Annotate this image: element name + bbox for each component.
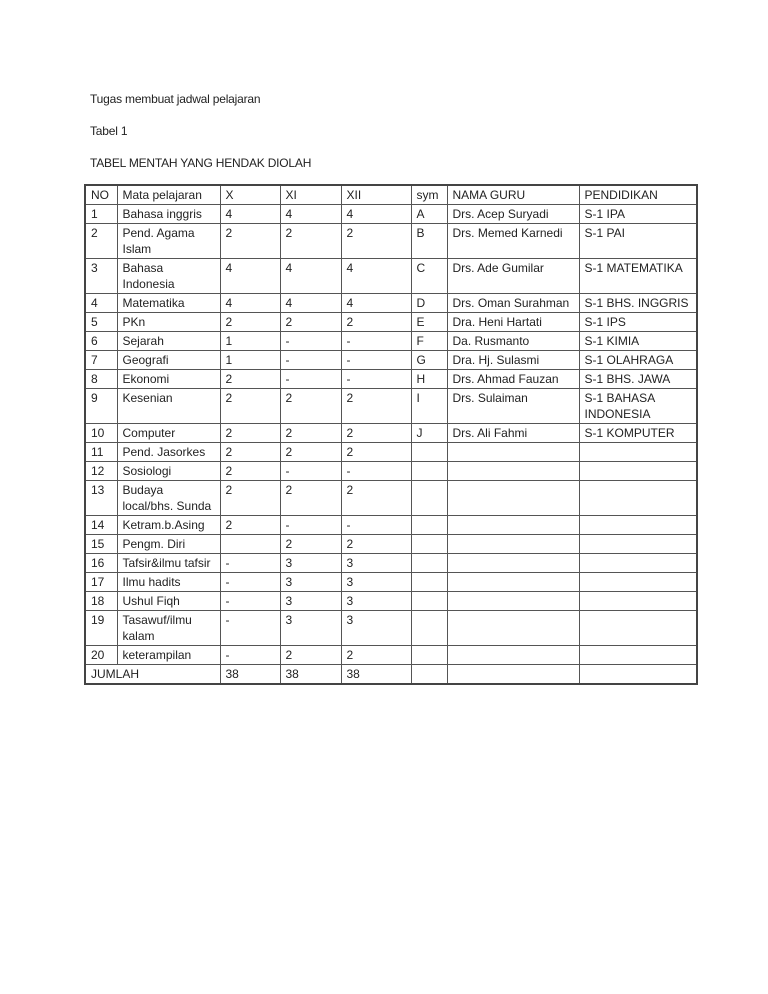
cell-grade-xii: 3 bbox=[341, 554, 411, 573]
cell-no: 14 bbox=[85, 516, 117, 535]
table-row bbox=[85, 646, 697, 665]
cell-education bbox=[579, 481, 697, 516]
cell-grade-x: - bbox=[220, 573, 280, 592]
cell-grade-xii: 2 bbox=[341, 313, 411, 332]
cell-subject: Tasawuf/ilmu kalam bbox=[117, 611, 220, 646]
cell-grade-xii: 2 bbox=[341, 646, 411, 665]
cell-teacher-name bbox=[447, 573, 579, 592]
cell-no: 7 bbox=[85, 351, 117, 370]
cell-no: 13 bbox=[85, 481, 117, 516]
cell-subject: Tafsir&ilmu tafsir bbox=[117, 554, 220, 573]
cell-education: S-1 IPS bbox=[579, 313, 697, 332]
cell-grade-xii: 4 bbox=[341, 259, 411, 294]
cell-subject: Matematika bbox=[117, 294, 220, 313]
table-row bbox=[85, 294, 697, 313]
cell-grade-xi: 2 bbox=[280, 535, 341, 554]
table-heading: TABEL MENTAH YANG HENDAK DIOLAH bbox=[90, 156, 312, 170]
cell-grade-xii: 4 bbox=[341, 294, 411, 313]
cell-subject: Bahasa inggris bbox=[117, 205, 220, 224]
cell-grade-xi: 2 bbox=[280, 646, 341, 665]
cell-grade-xi: 2 bbox=[280, 424, 341, 443]
cell-grade-x: 2 bbox=[220, 313, 280, 332]
document-title: Tugas membuat jadwal pelajaran bbox=[90, 92, 261, 106]
cell-grade-xii: - bbox=[341, 462, 411, 481]
table-row bbox=[85, 535, 697, 554]
table-row bbox=[85, 351, 697, 370]
table-label: Tabel 1 bbox=[90, 124, 128, 138]
cell-sym: E bbox=[411, 313, 447, 332]
cell-education: S-1 MATEMATIKA bbox=[579, 259, 697, 294]
cell-subject: Budaya local/bhs. Sunda bbox=[117, 481, 220, 516]
cell-no: 15 bbox=[85, 535, 117, 554]
cell-education: S-1 PAI bbox=[579, 224, 697, 259]
cell-grade-xi: - bbox=[280, 370, 341, 389]
cell-sym bbox=[411, 535, 447, 554]
table-row bbox=[85, 554, 697, 573]
cell-teacher-name: Da. Rusmanto bbox=[447, 332, 579, 351]
table-row bbox=[85, 611, 697, 646]
cell-grade-xii: - bbox=[341, 332, 411, 351]
cell-no: 16 bbox=[85, 554, 117, 573]
cell-education bbox=[579, 646, 697, 665]
cell-subject: Pengm. Diri bbox=[117, 535, 220, 554]
cell-sym: F bbox=[411, 332, 447, 351]
cell-teacher-name bbox=[447, 554, 579, 573]
cell-grade-xii: 2 bbox=[341, 535, 411, 554]
cell-sym: J bbox=[411, 424, 447, 443]
cell-sym: I bbox=[411, 389, 447, 424]
cell-sym: D bbox=[411, 294, 447, 313]
schedule-table bbox=[84, 184, 698, 685]
cell-education: S-1 BHS. JAWA bbox=[579, 370, 697, 389]
cell-no: 9 bbox=[85, 389, 117, 424]
cell-sym bbox=[411, 462, 447, 481]
cell-grade-xi: 4 bbox=[280, 259, 341, 294]
cell-grade-x: 4 bbox=[220, 259, 280, 294]
cell-grade-xi: 4 bbox=[280, 205, 341, 224]
table-row bbox=[85, 389, 697, 424]
cell-subject: Ketram.b.Asing bbox=[117, 516, 220, 535]
cell-grade-x: 2 bbox=[220, 389, 280, 424]
total-grade-xii: 38 bbox=[341, 665, 411, 685]
total-empty-sym bbox=[411, 665, 447, 685]
cell-teacher-name bbox=[447, 535, 579, 554]
cell-education: S-1 OLAHRAGA bbox=[579, 351, 697, 370]
cell-teacher-name: Dra. Hj. Sulasmi bbox=[447, 351, 579, 370]
cell-grade-x: 4 bbox=[220, 294, 280, 313]
cell-subject: Computer bbox=[117, 424, 220, 443]
cell-grade-x: 2 bbox=[220, 481, 280, 516]
cell-sym bbox=[411, 573, 447, 592]
cell-grade-x: 2 bbox=[220, 443, 280, 462]
table-row bbox=[85, 370, 697, 389]
table-total-row bbox=[85, 665, 697, 685]
cell-sym: A bbox=[411, 205, 447, 224]
cell-grade-x: - bbox=[220, 554, 280, 573]
table-row bbox=[85, 332, 697, 351]
cell-grade-xii: 2 bbox=[341, 224, 411, 259]
cell-education: S-1 IPA bbox=[579, 205, 697, 224]
cell-sym bbox=[411, 611, 447, 646]
table-row bbox=[85, 592, 697, 611]
total-grade-xi: 38 bbox=[280, 665, 341, 685]
header-teacher-name: NAMA GURU bbox=[447, 185, 579, 205]
cell-teacher-name bbox=[447, 462, 579, 481]
cell-education bbox=[579, 443, 697, 462]
header-no: NO bbox=[85, 185, 117, 205]
cell-grade-xii: 2 bbox=[341, 424, 411, 443]
header-subject: Mata pelajaran bbox=[117, 185, 220, 205]
cell-grade-xii: - bbox=[341, 370, 411, 389]
cell-grade-x: 2 bbox=[220, 462, 280, 481]
cell-sym: H bbox=[411, 370, 447, 389]
cell-subject: Sosiologi bbox=[117, 462, 220, 481]
cell-subject: Ushul Fiqh bbox=[117, 592, 220, 611]
cell-teacher-name bbox=[447, 516, 579, 535]
cell-grade-xii: 3 bbox=[341, 592, 411, 611]
table-row bbox=[85, 424, 697, 443]
cell-teacher-name: Drs. Ahmad Fauzan bbox=[447, 370, 579, 389]
cell-no: 1 bbox=[85, 205, 117, 224]
cell-subject: Pend. Agama Islam bbox=[117, 224, 220, 259]
cell-subject: keterampilan bbox=[117, 646, 220, 665]
cell-grade-xii: 2 bbox=[341, 481, 411, 516]
cell-grade-x: 2 bbox=[220, 424, 280, 443]
total-empty-teacher-name bbox=[447, 665, 579, 685]
cell-education bbox=[579, 554, 697, 573]
cell-no: 4 bbox=[85, 294, 117, 313]
header-grade-x: X bbox=[220, 185, 280, 205]
cell-subject: Ekonomi bbox=[117, 370, 220, 389]
cell-teacher-name bbox=[447, 481, 579, 516]
cell-sym: G bbox=[411, 351, 447, 370]
cell-grade-xii: - bbox=[341, 516, 411, 535]
cell-grade-xi: 2 bbox=[280, 481, 341, 516]
cell-teacher-name: Drs. Memed Karnedi bbox=[447, 224, 579, 259]
cell-education bbox=[579, 592, 697, 611]
cell-subject: Geografi bbox=[117, 351, 220, 370]
table-row bbox=[85, 205, 697, 224]
cell-subject: Pend. Jasorkes bbox=[117, 443, 220, 462]
cell-teacher-name: Drs. Ali Fahmi bbox=[447, 424, 579, 443]
cell-education: S-1 KOMPUTER bbox=[579, 424, 697, 443]
cell-no: 19 bbox=[85, 611, 117, 646]
cell-grade-xii: 3 bbox=[341, 611, 411, 646]
cell-subject: PKn bbox=[117, 313, 220, 332]
cell-no: 20 bbox=[85, 646, 117, 665]
cell-grade-x: - bbox=[220, 646, 280, 665]
cell-education bbox=[579, 573, 697, 592]
cell-teacher-name: Drs. Ade Gumilar bbox=[447, 259, 579, 294]
cell-grade-x: 2 bbox=[220, 516, 280, 535]
cell-grade-x: 1 bbox=[220, 351, 280, 370]
cell-education bbox=[579, 462, 697, 481]
cell-no: 3 bbox=[85, 259, 117, 294]
table-row bbox=[85, 516, 697, 535]
cell-grade-xii: 4 bbox=[341, 205, 411, 224]
cell-no: 6 bbox=[85, 332, 117, 351]
table-row bbox=[85, 462, 697, 481]
cell-teacher-name: Drs. Acep Suryadi bbox=[447, 205, 579, 224]
cell-grade-xii: 3 bbox=[341, 573, 411, 592]
cell-no: 12 bbox=[85, 462, 117, 481]
cell-education: S-1 BAHASA INDONESIA bbox=[579, 389, 697, 424]
table-row bbox=[85, 259, 697, 294]
cell-subject: Sejarah bbox=[117, 332, 220, 351]
cell-grade-x: 4 bbox=[220, 205, 280, 224]
cell-grade-xi: - bbox=[280, 332, 341, 351]
cell-grade-xi: 2 bbox=[280, 224, 341, 259]
cell-subject: Ilmu hadits bbox=[117, 573, 220, 592]
cell-teacher-name bbox=[447, 611, 579, 646]
cell-education: S-1 BHS. INGGRIS bbox=[579, 294, 697, 313]
cell-grade-xi: - bbox=[280, 462, 341, 481]
cell-no: 5 bbox=[85, 313, 117, 332]
cell-grade-xii: - bbox=[341, 351, 411, 370]
cell-grade-xi: 3 bbox=[280, 573, 341, 592]
cell-teacher-name: Drs. Oman Surahman bbox=[447, 294, 579, 313]
total-label: JUMLAH bbox=[85, 665, 220, 685]
cell-grade-xii: 2 bbox=[341, 443, 411, 462]
table-row bbox=[85, 313, 697, 332]
cell-subject: Bahasa Indonesia bbox=[117, 259, 220, 294]
table-row bbox=[85, 443, 697, 462]
total-empty-education bbox=[579, 665, 697, 685]
cell-grade-x: 2 bbox=[220, 224, 280, 259]
cell-sym bbox=[411, 443, 447, 462]
cell-no: 10 bbox=[85, 424, 117, 443]
cell-teacher-name: Drs. Sulaiman bbox=[447, 389, 579, 424]
table-row bbox=[85, 224, 697, 259]
cell-grade-xii: 2 bbox=[341, 389, 411, 424]
cell-education bbox=[579, 611, 697, 646]
cell-subject: Kesenian bbox=[117, 389, 220, 424]
cell-no: 17 bbox=[85, 573, 117, 592]
table-header-row bbox=[85, 185, 697, 205]
total-grade-x: 38 bbox=[220, 665, 280, 685]
cell-grade-xi: - bbox=[280, 351, 341, 370]
cell-no: 8 bbox=[85, 370, 117, 389]
cell-teacher-name: Dra. Heni Hartati bbox=[447, 313, 579, 332]
header-grade-xi: XI bbox=[280, 185, 341, 205]
header-sym: sym bbox=[411, 185, 447, 205]
cell-sym: B bbox=[411, 224, 447, 259]
cell-no: 11 bbox=[85, 443, 117, 462]
cell-sym bbox=[411, 554, 447, 573]
table-row bbox=[85, 573, 697, 592]
cell-grade-x: - bbox=[220, 611, 280, 646]
cell-grade-xi: 2 bbox=[280, 443, 341, 462]
cell-grade-xi: 2 bbox=[280, 313, 341, 332]
header-grade-xii: XII bbox=[341, 185, 411, 205]
cell-grade-x bbox=[220, 535, 280, 554]
table-row bbox=[85, 481, 697, 516]
cell-teacher-name bbox=[447, 592, 579, 611]
cell-teacher-name bbox=[447, 646, 579, 665]
cell-sym bbox=[411, 646, 447, 665]
cell-sym bbox=[411, 592, 447, 611]
header-education: PENDIDIKAN bbox=[579, 185, 697, 205]
cell-grade-x: 2 bbox=[220, 370, 280, 389]
cell-sym: C bbox=[411, 259, 447, 294]
cell-no: 18 bbox=[85, 592, 117, 611]
cell-no: 2 bbox=[85, 224, 117, 259]
cell-grade-x: 1 bbox=[220, 332, 280, 351]
cell-grade-xi: 2 bbox=[280, 389, 341, 424]
cell-grade-xi: 4 bbox=[280, 294, 341, 313]
cell-teacher-name bbox=[447, 443, 579, 462]
cell-education: S-1 KIMIA bbox=[579, 332, 697, 351]
cell-grade-xi: - bbox=[280, 516, 341, 535]
cell-grade-xi: 3 bbox=[280, 611, 341, 646]
cell-education bbox=[579, 516, 697, 535]
cell-sym bbox=[411, 516, 447, 535]
cell-education bbox=[579, 535, 697, 554]
cell-grade-xi: 3 bbox=[280, 554, 341, 573]
cell-sym bbox=[411, 481, 447, 516]
cell-grade-xi: 3 bbox=[280, 592, 341, 611]
cell-grade-x: - bbox=[220, 592, 280, 611]
